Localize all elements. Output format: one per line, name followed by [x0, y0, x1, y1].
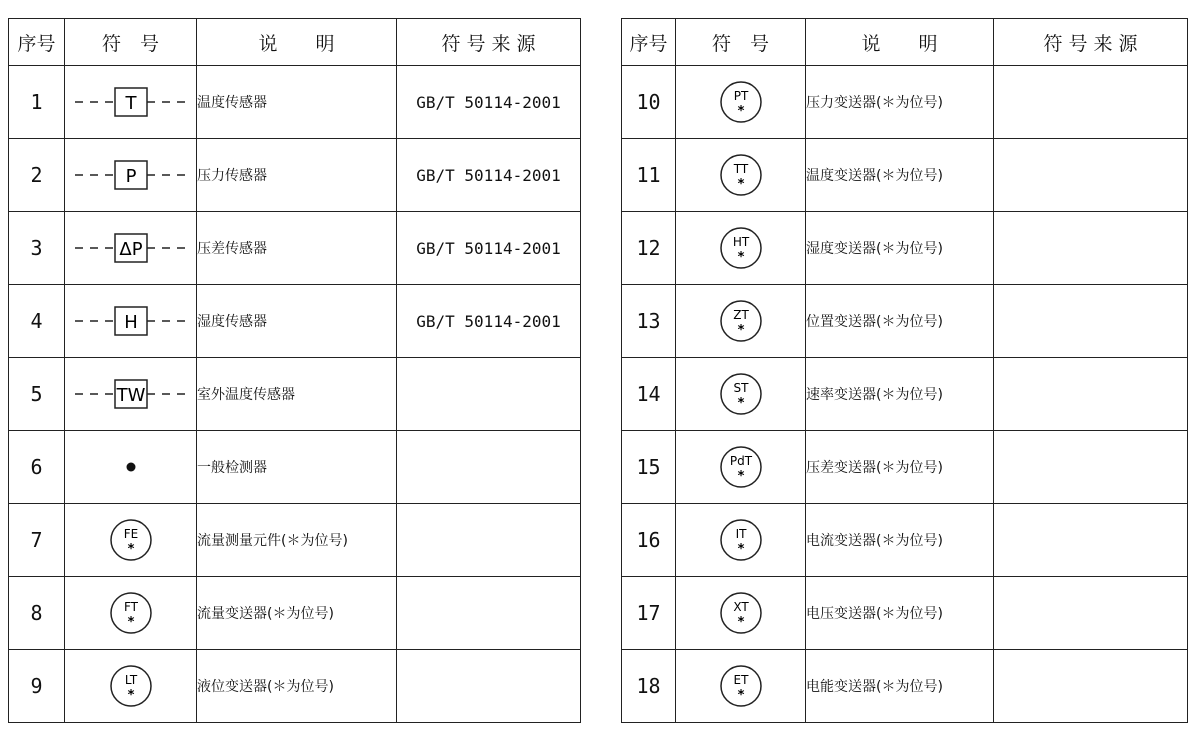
row-symbol	[676, 66, 806, 139]
row-source: GB/T 50114-2001	[397, 212, 581, 285]
sensor-box-icon	[71, 82, 191, 122]
tag-placeholder-star: *	[737, 177, 744, 192]
symbol-label: PdT	[729, 454, 752, 468]
row-number: 14	[622, 358, 676, 431]
table-row	[9, 212, 581, 285]
row-number: 15	[622, 431, 676, 504]
instrument-circle-icon	[717, 78, 765, 126]
symbol-label: T	[125, 93, 136, 114]
instrument-circle-icon	[717, 589, 765, 637]
row-number: 17	[622, 577, 676, 650]
symbol-label: FT	[123, 600, 138, 614]
row-symbol	[65, 504, 197, 577]
row-description: 液位变送器(＊为位号)	[197, 650, 397, 723]
symbol-table-left	[8, 18, 581, 723]
row-source	[994, 577, 1188, 650]
row-symbol	[65, 358, 197, 431]
symbol-label: H	[123, 312, 138, 333]
row-description: 压差变送器(＊为位号)	[806, 431, 994, 504]
symbol-label: P	[125, 166, 136, 187]
row-symbol	[676, 358, 806, 431]
header-source: 符 号 来 源	[994, 19, 1188, 66]
symbol-label: ST	[733, 381, 748, 395]
table-row	[9, 139, 581, 212]
table-row	[9, 358, 581, 431]
row-number: 2	[9, 139, 65, 212]
table-row	[9, 650, 581, 723]
row-description: 一般检测器	[197, 431, 397, 504]
instrument-circle-icon	[717, 516, 765, 564]
row-description: 压差传感器	[197, 212, 397, 285]
tag-placeholder-star: *	[737, 469, 744, 484]
row-description: 温度传感器	[197, 66, 397, 139]
row-number: 6	[9, 431, 65, 504]
row-symbol	[676, 577, 806, 650]
row-symbol	[65, 650, 197, 723]
table-row	[9, 577, 581, 650]
table-row	[9, 66, 581, 139]
table-row	[9, 504, 581, 577]
row-number: 4	[9, 285, 65, 358]
sensor-box-icon	[71, 374, 191, 414]
tag-placeholder-star: *	[737, 396, 744, 411]
row-source	[397, 650, 581, 723]
row-number: 10	[622, 66, 676, 139]
symbol-label: ZT	[732, 308, 749, 322]
instrument-circle-icon	[107, 589, 155, 637]
row-source	[397, 431, 581, 504]
row-number: 13	[622, 285, 676, 358]
row-description: 流量变送器(＊为位号)	[197, 577, 397, 650]
table-header-row	[622, 19, 1188, 66]
row-source	[397, 358, 581, 431]
row-description: 湿度变送器(＊为位号)	[806, 212, 994, 285]
row-source: GB/T 50114-2001	[397, 285, 581, 358]
row-symbol	[65, 212, 197, 285]
row-description: 压力变送器(＊为位号)	[806, 66, 994, 139]
row-symbol	[676, 431, 806, 504]
row-number: 5	[9, 358, 65, 431]
symbol-table-right	[621, 18, 1188, 723]
symbol-label: ET	[733, 673, 748, 687]
row-number: 12	[622, 212, 676, 285]
instrument-circle-icon	[107, 662, 155, 710]
header-symbol: 符 号	[676, 19, 806, 66]
row-source	[994, 431, 1188, 504]
symbol-label: FE	[123, 527, 138, 541]
row-source	[994, 66, 1188, 139]
tag-placeholder-star: *	[737, 688, 744, 703]
table-row	[622, 285, 1188, 358]
table-row	[622, 358, 1188, 431]
row-symbol	[676, 285, 806, 358]
row-symbol	[65, 431, 197, 504]
instrument-circle-icon	[717, 443, 765, 491]
symbol-label: ΔP	[118, 239, 143, 260]
row-source	[994, 212, 1188, 285]
symbol-label: XT	[732, 600, 749, 614]
row-description: 电流变送器(＊为位号)	[806, 504, 994, 577]
row-source	[994, 650, 1188, 723]
symbol-label: TT	[733, 162, 748, 176]
instrument-circle-icon	[717, 151, 765, 199]
row-symbol	[676, 504, 806, 577]
row-description: 位置变送器(＊为位号)	[806, 285, 994, 358]
table-row	[9, 431, 581, 504]
row-source	[397, 504, 581, 577]
table-row	[622, 66, 1188, 139]
row-symbol	[65, 285, 197, 358]
row-symbol	[676, 212, 806, 285]
row-symbol	[65, 139, 197, 212]
row-source	[994, 285, 1188, 358]
row-source	[994, 358, 1188, 431]
header-symbol: 符 号	[65, 19, 197, 66]
sensor-box-icon	[71, 155, 191, 195]
row-symbol	[65, 577, 197, 650]
tag-placeholder-star: *	[127, 688, 134, 703]
tag-placeholder-star: *	[737, 323, 744, 338]
row-symbol	[676, 650, 806, 723]
instrument-circle-icon	[717, 662, 765, 710]
row-description: 室外温度传感器	[197, 358, 397, 431]
symbol-label: IT	[735, 527, 746, 541]
row-number: 9	[9, 650, 65, 723]
row-number: 11	[622, 139, 676, 212]
header-no: 序号	[622, 19, 676, 66]
row-symbol	[676, 139, 806, 212]
row-source	[397, 577, 581, 650]
table-row	[622, 139, 1188, 212]
tag-placeholder-star: *	[737, 250, 744, 265]
table-row	[9, 285, 581, 358]
table-row	[622, 431, 1188, 504]
row-number: 1	[9, 66, 65, 139]
symbol-label: LT	[124, 673, 137, 687]
header-description: 说 明	[197, 19, 397, 66]
tag-placeholder-star: *	[737, 615, 744, 630]
row-source	[994, 504, 1188, 577]
row-source: GB/T 50114-2001	[397, 139, 581, 212]
symbol-label: TW	[116, 385, 145, 406]
row-description: 湿度传感器	[197, 285, 397, 358]
header-no: 序号	[9, 19, 65, 66]
instrument-circle-icon	[717, 224, 765, 272]
sensor-box-icon	[71, 228, 191, 268]
row-symbol	[65, 66, 197, 139]
row-number: 7	[9, 504, 65, 577]
sensor-box-icon	[71, 301, 191, 341]
row-description: 压力传感器	[197, 139, 397, 212]
detector-dot-icon	[111, 447, 151, 487]
table-row	[622, 650, 1188, 723]
row-number: 3	[9, 212, 65, 285]
instrument-circle-icon	[107, 516, 155, 564]
instrument-circle-icon	[717, 297, 765, 345]
row-source	[994, 139, 1188, 212]
table-row	[622, 577, 1188, 650]
row-number: 16	[622, 504, 676, 577]
row-description: 电能变送器(＊为位号)	[806, 650, 994, 723]
tag-placeholder-star: *	[737, 542, 744, 557]
tag-placeholder-star: *	[127, 615, 134, 630]
row-description: 流量测量元件(＊为位号)	[197, 504, 397, 577]
row-source: GB/T 50114-2001	[397, 66, 581, 139]
row-description: 电压变送器(＊为位号)	[806, 577, 994, 650]
row-description: 温度变送器(＊为位号)	[806, 139, 994, 212]
header-source: 符 号 来 源	[397, 19, 581, 66]
table-row	[622, 504, 1188, 577]
table-row	[622, 212, 1188, 285]
symbol-label: HT	[732, 235, 749, 249]
table-header-row	[9, 19, 581, 66]
header-description: 说 明	[806, 19, 994, 66]
symbol-label: PT	[733, 89, 748, 103]
tag-placeholder-star: *	[127, 542, 134, 557]
row-number: 18	[622, 650, 676, 723]
row-number: 8	[9, 577, 65, 650]
instrument-circle-icon	[717, 370, 765, 418]
tag-placeholder-star: *	[737, 104, 744, 119]
row-description: 速率变送器(＊为位号)	[806, 358, 994, 431]
